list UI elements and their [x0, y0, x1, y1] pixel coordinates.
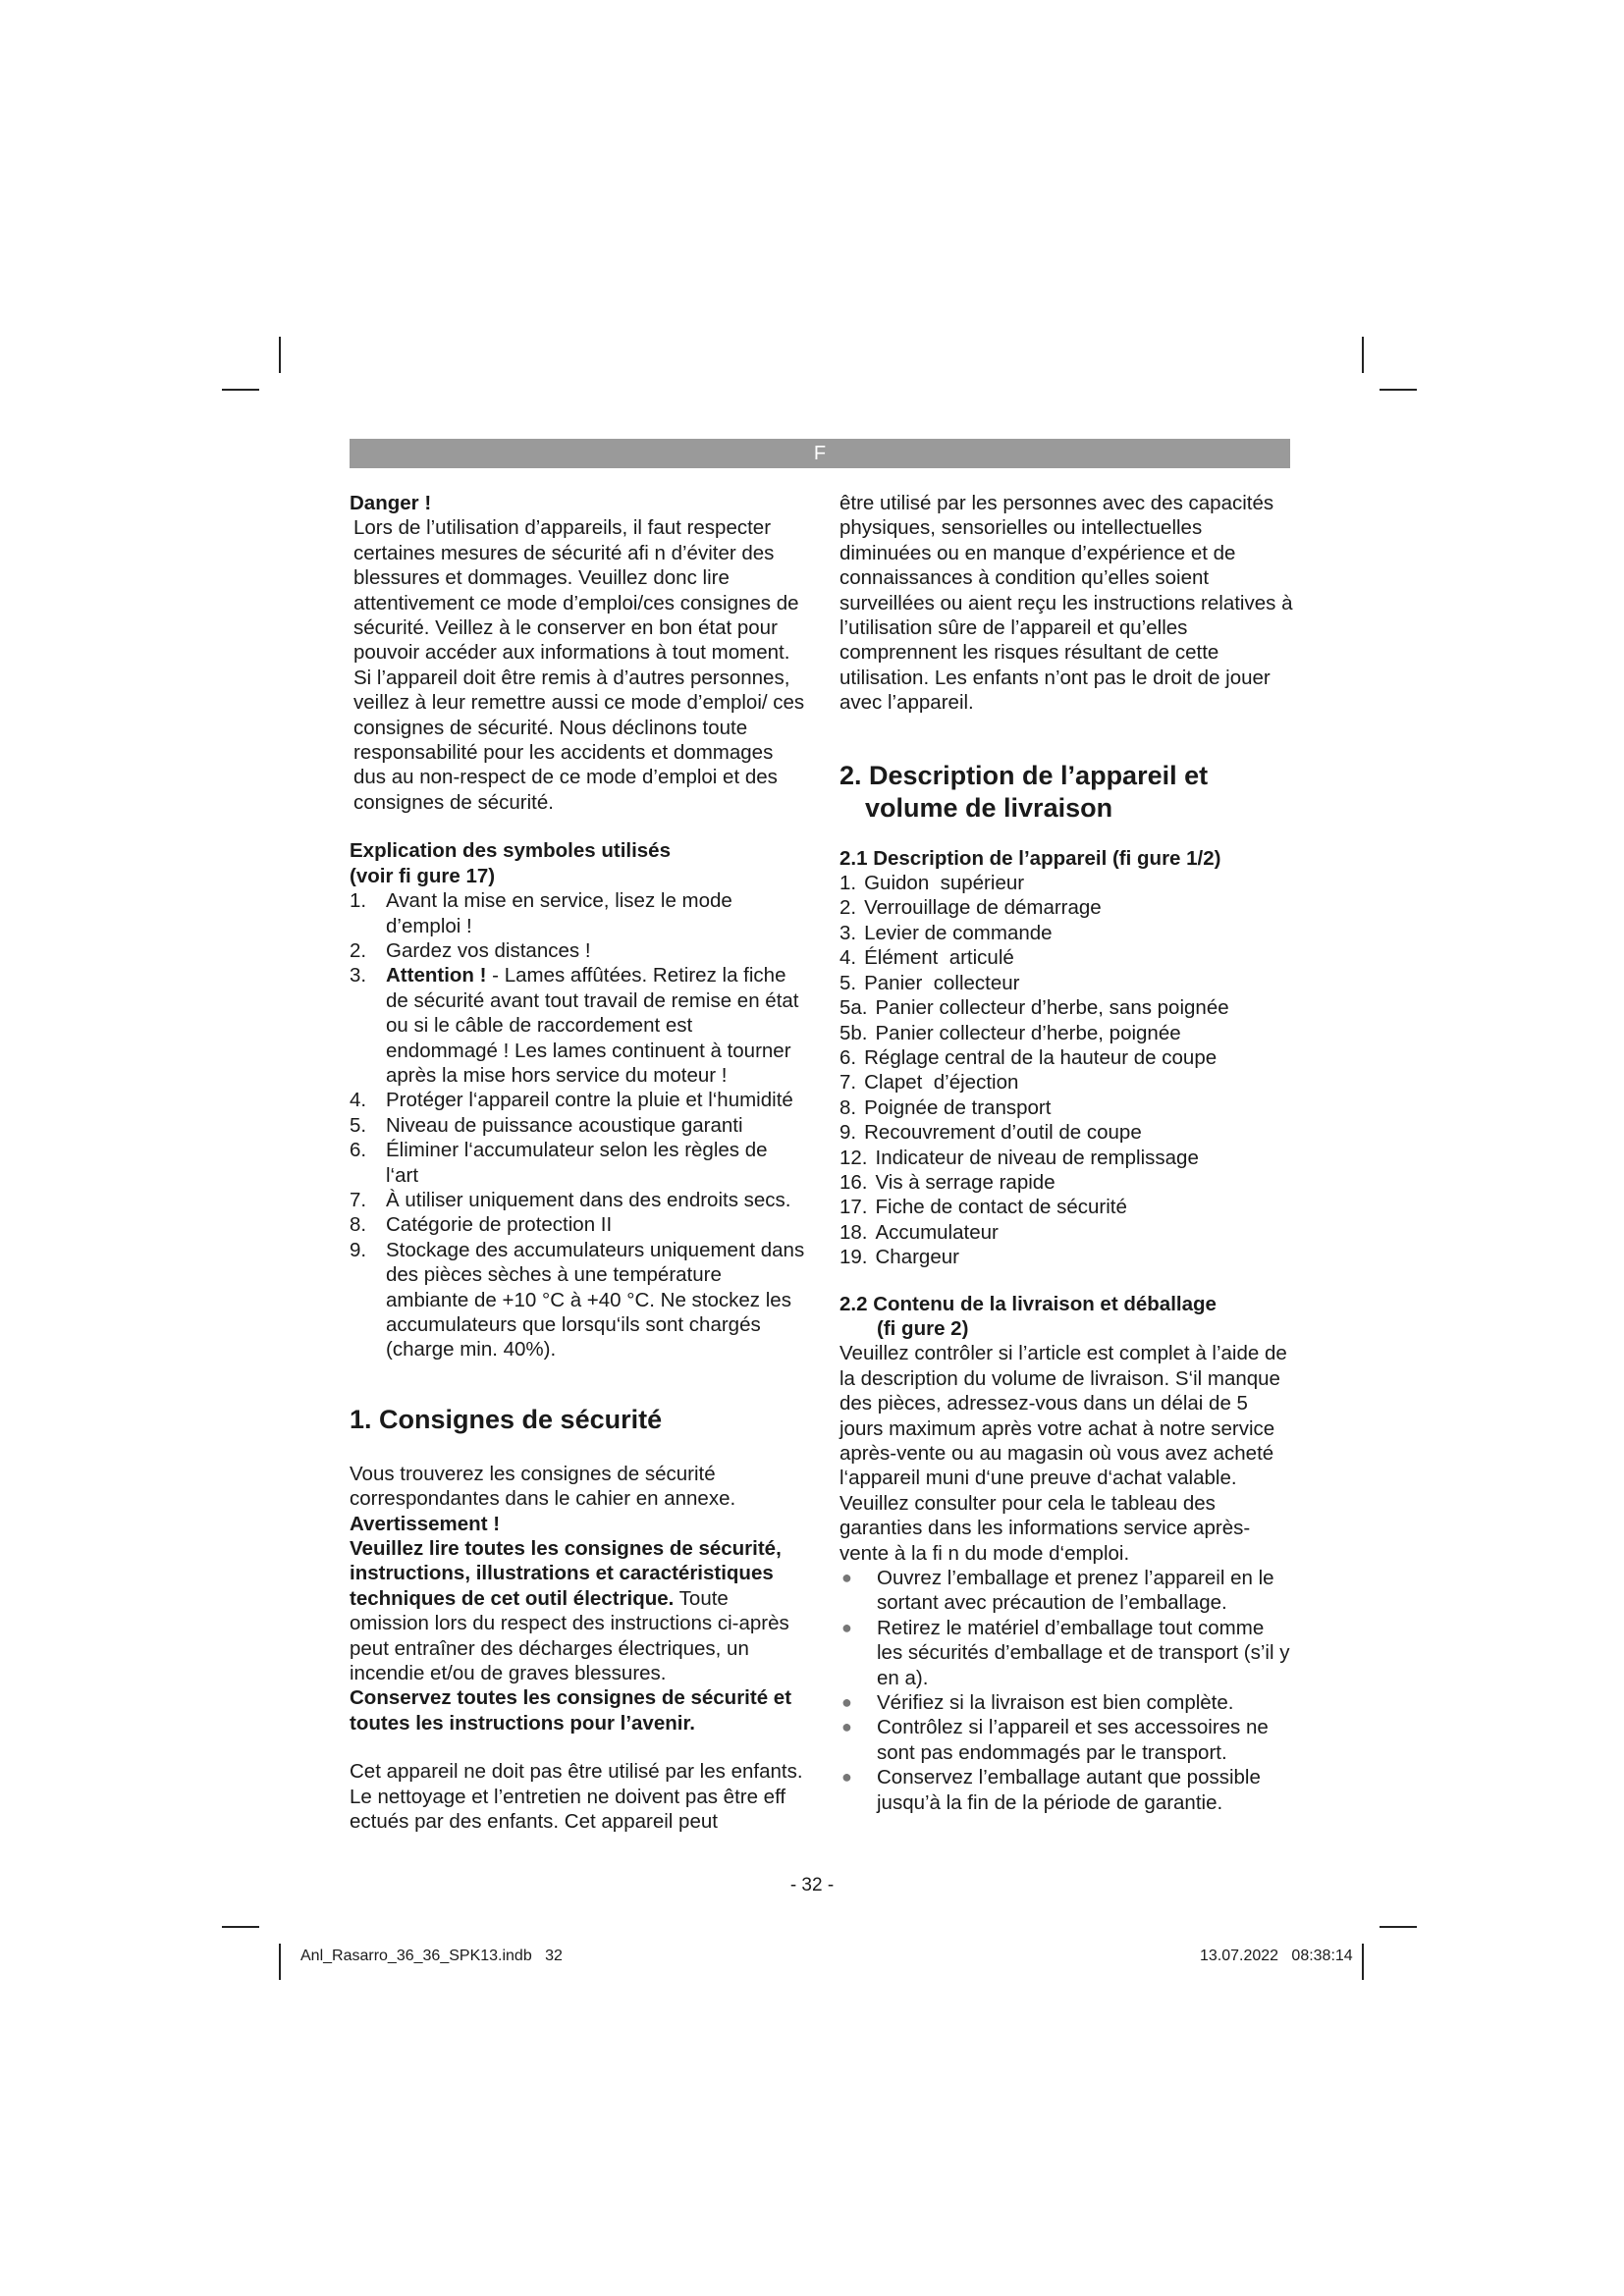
list-item: ● Retirez le matériel d’emballage tout comme les sécurités d’emballage et de transport (s’il y en a). [841, 1616, 1290, 1689]
language-code: F [813, 443, 827, 464]
subsection-2-2-title: 2.2 Contenu de la livraison et déballage (fi gure 2) [839, 1292, 1217, 1340]
bullet-icon: ● [841, 1568, 852, 1588]
warning-paragraph: Veuillez lire toutes les consignes de sécurité, instructions, illustrations et caractéristiques techniques de cet outil électrique. Toute omission lors du respect des instructions ci-après peut entraîner des décharges électriques, un incendie et/ou de graves blessures. [350, 1537, 789, 1685]
footer-file-name: Anl_Rasarro_36_36_SPK13.indb 32 [300, 1948, 563, 1964]
crop-mark [279, 337, 281, 373]
list-item: ● Ouvrez l’emballage et prenez l’appareil en le sortant avec précaution de l’emballage. [841, 1567, 1274, 1615]
right-column [839, 491, 1293, 1815]
list-item: ● Conservez l’emballage autant que possible jusqu’à la fin de la période de garantie. [841, 1766, 1261, 1814]
crop-mark [222, 1926, 259, 1928]
list-item: 6. Réglage central de la hauteur de coupe [839, 1045, 1218, 1069]
bullet-icon: ● [841, 1692, 852, 1713]
crop-mark [279, 1944, 281, 1980]
section-1-intro: Vous trouverez les consignes de sécurité correspondantes dans le cahier en annexe. [350, 1462, 736, 1511]
list-item: 1. Avant la mise en service, lisez le mode d’emploi ! [350, 889, 732, 937]
bullet-icon: ● [841, 1717, 852, 1737]
list-item: 7. À utiliser uniquement dans des endroits secs. [350, 1188, 791, 1211]
list-item: 9. Recouvrement d’outil de coupe [839, 1121, 1142, 1145]
page-number: - 32 - [789, 1875, 835, 1896]
danger-title: Danger ! [350, 492, 432, 514]
footer-timestamp: 13.07.2022 08:38:14 [1200, 1948, 1353, 1964]
symbols-title: Explication des symboles utilisés (voir fi gure 17) [350, 839, 671, 887]
bullet-icon: ● [841, 1617, 852, 1637]
crop-mark [222, 389, 259, 391]
list-item: 4. Protéger l‘appareil contre la pluie et l‘humidité [350, 1089, 793, 1112]
keep-instructions: Conservez toutes les consignes de sécurité et toutes les instructions pour l’avenir. [350, 1686, 792, 1735]
list-item: 5a. Panier collecteur d’herbe, sans poignée [839, 996, 1229, 1020]
list-item: ● Vérifiez si la livraison est bien complète. [841, 1691, 1234, 1715]
language-header-bar [350, 439, 1290, 468]
list-item: 19. Chargeur [839, 1246, 959, 1269]
list-item: 5. Niveau de puissance acoustique garanti [350, 1113, 743, 1137]
crop-mark [1362, 337, 1364, 373]
list-item: 16. Vis à serrage rapide [839, 1170, 1056, 1194]
list-item: 5. Panier collecteur [839, 971, 1020, 994]
subsection-2-1-title: 2.1 Description de l’appareil (fi gure 1/2) [839, 846, 1221, 870]
crop-mark [1362, 1944, 1364, 1980]
symbols-list [350, 888, 805, 1362]
crop-mark [1380, 1926, 1417, 1928]
list-item: ● Contrôlez si l’appareil et ses accessoires ne sont pas endommagés par le transport. [841, 1716, 1269, 1764]
list-item: 8. Poignée de transport [839, 1095, 1052, 1119]
list-item: 5b. Panier collecteur d’herbe, poignée [839, 1021, 1181, 1044]
left-column [350, 491, 805, 1835]
subsection-2-2-text: Veuillez contrôler si l’article est complet à l’aide de la description du volume de livraison. S‘il manque des pièces, adressez-vous dans un délai de 5 jours maximum après votre achat à notre service après-vente ou au magasin où vous avez acheté l‘appareil muni d‘une preuve d‘achat valable. Veuillez consulter pour cela le tableau des garanties dans les informations service après-vente à la fi n du mode d‘emploi. [839, 1342, 1287, 1565]
list-item: 17. Fiche de contact de sécurité [839, 1196, 1127, 1219]
list-item: 1. Guidon supérieur [839, 872, 1025, 895]
list-item: 6. Éliminer l‘accumulateur selon les règles de l‘art [350, 1139, 768, 1187]
danger-text: Lors de l’utilisation d’appareils, il faut respecter certaines mesures de sécurité afi n d’éviter des blessures et dommages. Veuillez donc lire attentivement ce mode d’emploi/ces consignes de sécurité. Veillez à le conserver en bon état pour pouvoir accéder aux informations à tout moment. Si l’appareil doit être remis à d’autres personnes, veillez à leur remettre aussi ce mode d’emploi/ ces consignes de sécurité. Nous déclinons toute responsabilité pour les accidents et dommages dus au non-respect de ce mode d’emploi et des consignes de sécurité. [353, 516, 805, 814]
unpacking-bullets [839, 1566, 1293, 1815]
list-item: 2. Verrouillage de démarrage [839, 896, 1102, 920]
continuation-text: être utilisé par les personnes avec des capacités physiques, sensorielles ou intellectuelles diminuées ou en manque d’expérience et de connaissances à condition qu’elles soient surveillées ou aient reçu les instructions relatives à l’utilisation sûre de l’appareil et qu’elles comprennent les risques résultant de cette utilisation. Les enfants n’ont pas le droit de jouer avec l’appareil. [839, 492, 1293, 715]
list-item: 12. Indicateur de niveau de remplissage [839, 1146, 1199, 1169]
list-item: 3. Attention ! - Lames affûtées. Retirez la fiche de sécurité avant tout travail de remise en état ou si le câble de raccordement est endommagé ! Les lames continuent à tourner après la mise hors service du moteur ! [350, 964, 799, 1087]
list-item: 7. Clapet d’éjection [839, 1071, 1019, 1095]
crop-mark [1380, 389, 1417, 391]
parts-list [839, 871, 1293, 1270]
list-item: 18. Accumulateur [839, 1220, 999, 1244]
bullet-icon: ● [841, 1767, 852, 1788]
children-text: Cet appareil ne doit pas être utilisé par les enfants. Le nettoyage et l’entretien ne doivent pas être eff ectués par des enfants. Cet appareil peut [350, 1760, 803, 1834]
warning-title: Avertissement ! [350, 1512, 501, 1535]
section-2-title: 2. Description de l’appareil et volume de livraison [839, 760, 1209, 823]
list-item: 3. Levier de commande [839, 921, 1053, 944]
list-item: 8. Catégorie de protection II [350, 1213, 613, 1237]
list-item: 2. Gardez vos distances ! [350, 938, 591, 962]
list-item: 9. Stockage des accumulateurs uniquement dans des pièces sèches à une température ambiante de +10 °C à +40 °C. Ne stockez les accumulateurs que lorsqu‘ils sont chargés (charge min. 40%). [350, 1238, 805, 1362]
list-item: 4. Élément articulé [839, 946, 1014, 970]
section-1-title: 1. Consignes de sécurité [350, 1404, 663, 1434]
